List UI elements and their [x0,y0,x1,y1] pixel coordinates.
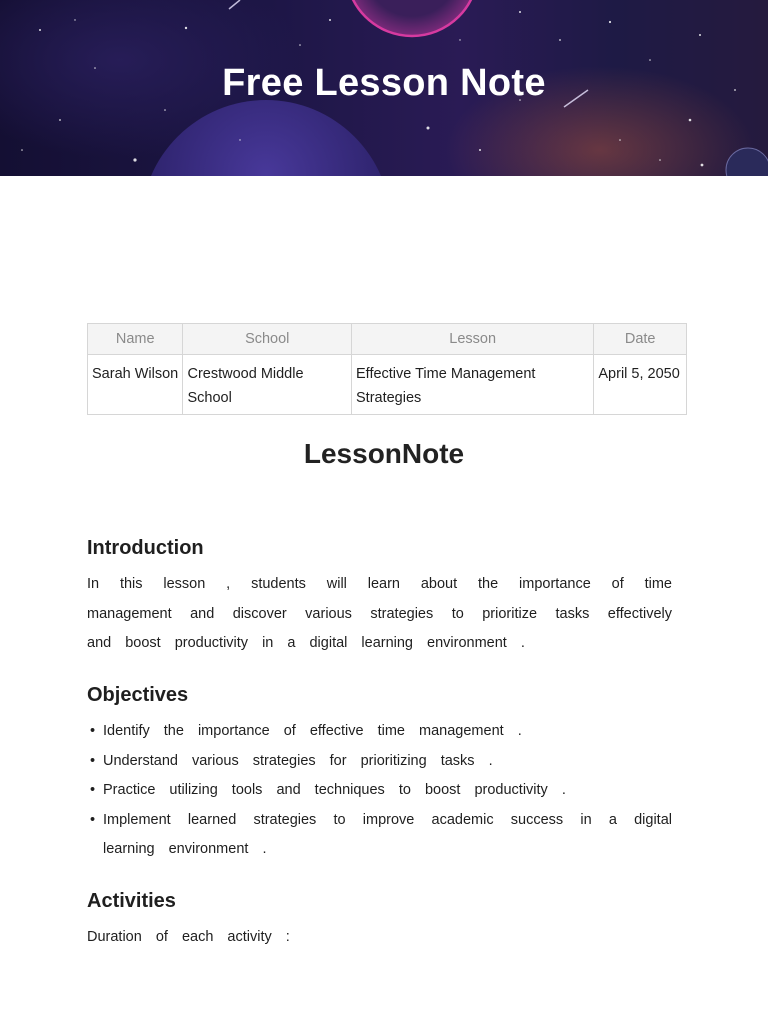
objectives-list [87,717,672,865]
date-column-header: Date [594,324,687,355]
objective-text: Practice utilizing tools and techniques to boost productivity . [103,782,566,798]
activities-heading: Activities [87,890,176,912]
lesson-cell: Effective Time Management Strategies [352,355,594,415]
table-row [88,355,687,415]
bullet-icon: • [90,782,96,798]
school-cell: Crestwood Middle School [183,355,352,415]
introduction-heading: Introduction [87,537,204,559]
lesson-note-heading: LessonNote [303,438,465,469]
right-planet [726,148,768,176]
shooting-star-2 [229,0,240,9]
objective-text: Implement learned strategies to improve academic success in a digital learning environment . [103,811,672,857]
lesson-column-header: Lesson [352,324,594,355]
objective-text: Understand various strategies for prioritizing tasks . [103,752,493,769]
bullet-icon: • [90,752,96,769]
bullet-icon: • [90,811,96,828]
objectives-heading: Objectives [87,684,189,706]
list-item [87,776,672,806]
list-item [87,747,672,777]
date-cell: April 5, 2050 [594,355,687,415]
top-planet [346,0,478,36]
name-column-header: Name [88,324,183,355]
list-item [87,806,672,865]
table-header-row [88,324,687,355]
activities-paragraph: Duration of each activity : [87,929,290,945]
bottom-planet [141,100,391,176]
objective-text: Identify the importance of effective time management . [103,723,522,739]
page-title: Free Lesson Note [222,62,546,104]
name-cell: Sarah Wilson [88,355,183,415]
introduction-paragraph: In this lesson , students will learn about the importance of time management and discover various strategies to prioritize tasks effectively and boost productivity in a digital learning environment . [87,576,672,651]
lesson-info-table [87,323,687,415]
list-item [87,717,672,747]
bullet-icon: • [90,723,96,739]
school-column-header: School [183,324,352,355]
header-banner [0,0,768,176]
